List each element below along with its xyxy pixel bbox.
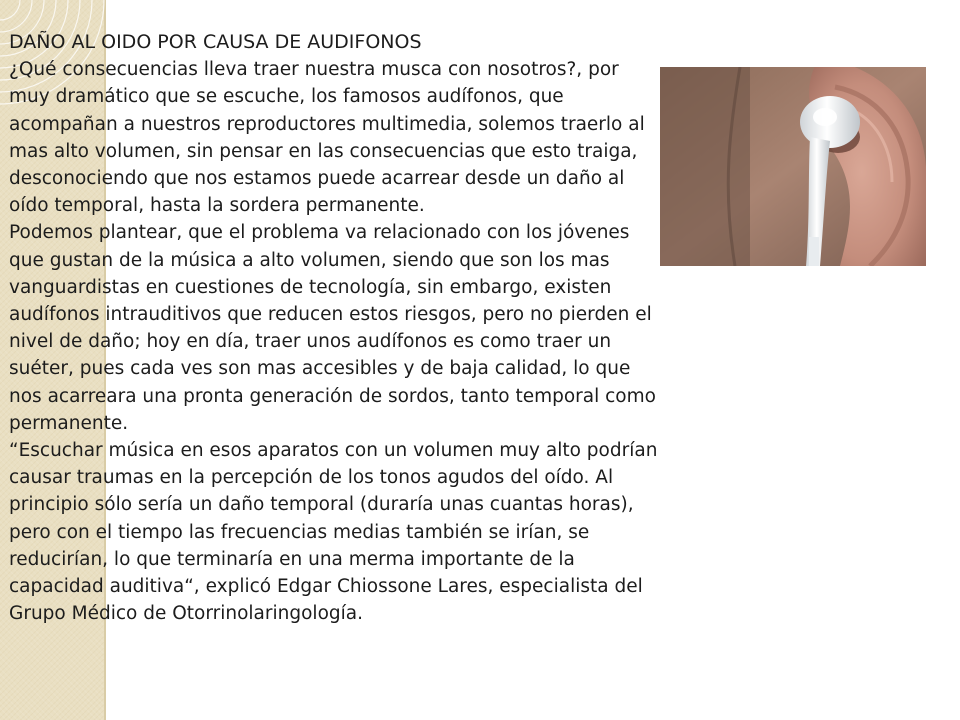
paragraph-consequences: ¿Qué consecuencias lleva traer nuestra musca con nosotros?, por muy dramático que se escuche, los famosos audífonos, que acompañan a nuestros reproductores multimedia, solemos traerlo al mas alto volumen, sin pensar en las consecuencias que esto traiga, desconociendo que nos estamos puede acarrear desde un daño al oído temporal, hasta la sordera permanente.: [9, 59, 645, 217]
slide-body: [9, 29, 661, 627]
ear-earbud-photo: [660, 67, 926, 266]
paragraph-quote: “Escuchar música en esos aparatos con un volumen muy alto podrían causar traumas en la percepción de los tonos agudos del oído. Al principio sólo sería un daño temporal (duraría unas cuantas horas), pero con el tiempo las frecuencias medias también se irían, se reducirían, lo que terminaría en una merma importante de la capacidad auditiva“, explicó Edgar Chiossone Lares, especialista del Grupo Médico de Otorrinolaringología.: [9, 440, 658, 625]
paragraph-young-people: Podemos plantear, que el problema va relacionado con los jóvenes que gustan de la música a alto volumen, siendo que son los mas vanguardistas en cuestiones de tecnología, sin embargo, existen audífonos intrauditivos que reducen estos riesgos, pero no pierden el nivel de daño; hoy en día, traer unos audífonos es como traer un suéter, pues cada ves son mas accesibles y de baja calidad, lo que nos acarreara una pronta generación de sordos, tanto temporal como permanente.: [9, 222, 656, 434]
slide-title: DAÑO AL OIDO POR CAUSA DE AUDIFONOS: [9, 31, 422, 53]
